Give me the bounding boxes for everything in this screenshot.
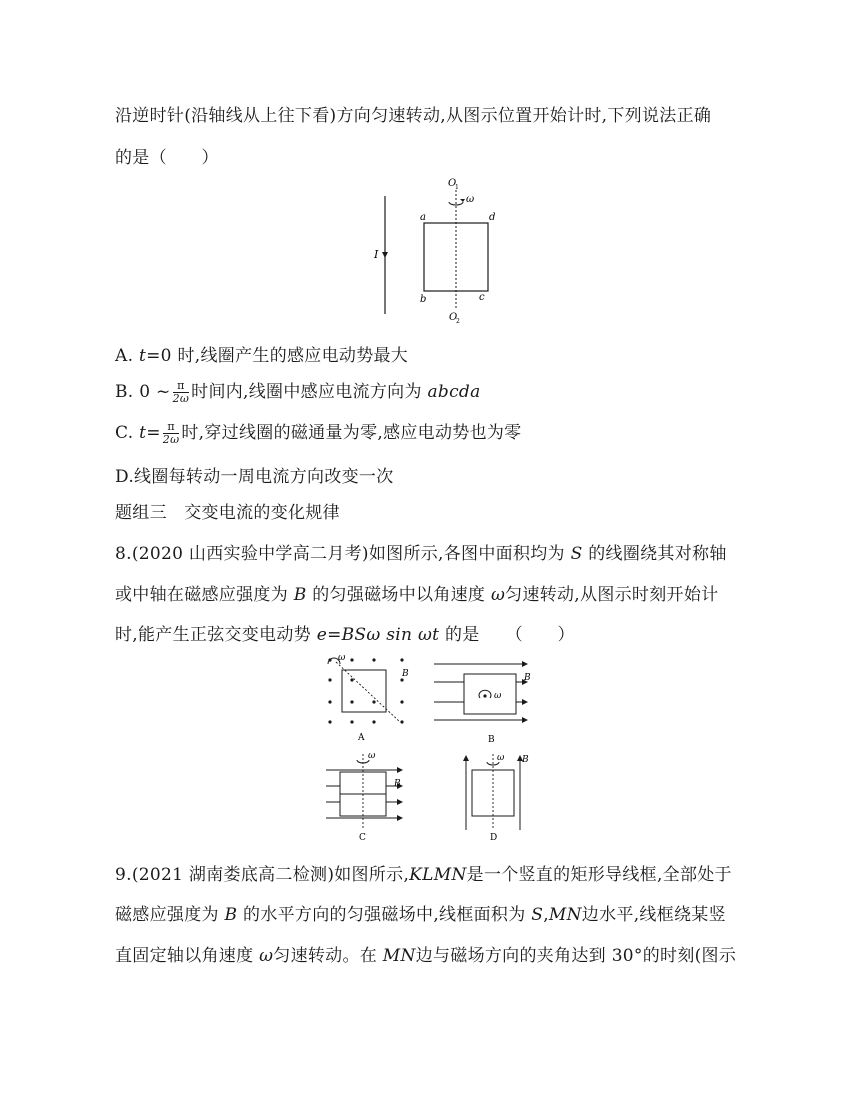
label-O2: O bbox=[449, 312, 458, 323]
label-I: I bbox=[374, 248, 379, 261]
svg-text:B: B bbox=[524, 673, 531, 683]
figure-c bbox=[326, 751, 402, 843]
svg-text:ω: ω bbox=[338, 653, 346, 663]
section-title: 题组三 交变电流的变化规律 bbox=[115, 503, 340, 523]
q9-line1: 9.(2021 湖南娄底高二检测)如图所示,KLMN是一个竖直的矩形导线框,全部处于 bbox=[115, 865, 732, 885]
q7-option-c: C. t= $\frac{\pi}{2\omega}$ 时,穿过线圈的磁通量为零,感应电动势也为零 bbox=[115, 420, 522, 446]
q8-line1: 8.(2020 山西实验中学高二月考)如图所示,各图中面积均为 S 的线圈绕其对称轴 bbox=[115, 544, 727, 564]
label-b: b bbox=[420, 294, 427, 305]
axis-a bbox=[336, 662, 400, 722]
q7-option-d: D.线圈每转动一周电流方向改变一次 bbox=[115, 467, 394, 487]
coil-a bbox=[342, 670, 386, 712]
coil-d bbox=[472, 770, 514, 816]
svg-text:ω: ω bbox=[368, 751, 376, 761]
q7-option-a: A. t=0 时,线圈产生的感应电动势最大 bbox=[115, 346, 409, 366]
label-O1: O bbox=[448, 178, 457, 189]
figure-a-label: A bbox=[358, 733, 365, 743]
field-dots bbox=[328, 658, 403, 723]
svg-text:ω: ω bbox=[494, 691, 502, 701]
q8-line3: 时,能产生正弦交变电动势 e=BSω sin ωt 的是 （ ） bbox=[115, 625, 575, 645]
svg-text:ω: ω bbox=[497, 753, 505, 763]
figure-b-label: B bbox=[488, 735, 495, 745]
figure-d bbox=[466, 753, 529, 843]
q7-option-b: B. 0 ~ $\frac{\pi}{2\omega}$ 时间内,线圈中感应电流方向为 abcda bbox=[115, 379, 481, 405]
svg-text:B: B bbox=[402, 669, 409, 679]
label-a: a bbox=[420, 212, 426, 223]
figure-a bbox=[328, 653, 409, 743]
q7-stem-line2: 的是（ ） bbox=[115, 148, 219, 168]
figure-c-label: C bbox=[359, 833, 366, 843]
q8-line2: 或中轴在磁感应强度为 B 的匀强磁场中以角速度 ω匀速转动,从图示时刻开始计 bbox=[115, 585, 719, 605]
q7-stem-line1: 沿逆时针(沿轴线从上往下看)方向匀速转动,从图示位置开始计时,下列说法正确 bbox=[115, 106, 712, 126]
coil-rect bbox=[424, 223, 488, 291]
current-arrow-icon bbox=[382, 252, 388, 258]
label-d: d bbox=[489, 212, 496, 223]
figure-d-label: D bbox=[490, 833, 498, 843]
svg-text:B: B bbox=[394, 779, 401, 789]
label-omega: ω bbox=[466, 194, 475, 205]
svg-text:B: B bbox=[522, 755, 529, 765]
svg-text:2: 2 bbox=[456, 318, 460, 324]
q8-figures bbox=[322, 650, 542, 846]
label-c: c bbox=[479, 292, 485, 303]
figure-b bbox=[434, 664, 531, 745]
q9-line3: 直固定轴以角速度 ω匀速转动。在 MN边与磁场方向的夹角达到 30°的时刻(图示 bbox=[115, 946, 737, 966]
q9-line2: 磁感应强度为 B 的水平方向的匀强磁场中,线框面积为 S,MN边水平,线框绕某竖 bbox=[115, 905, 726, 925]
q7-coil-figure bbox=[360, 172, 510, 324]
svg-text:1: 1 bbox=[455, 184, 459, 191]
coil-b bbox=[464, 674, 516, 714]
